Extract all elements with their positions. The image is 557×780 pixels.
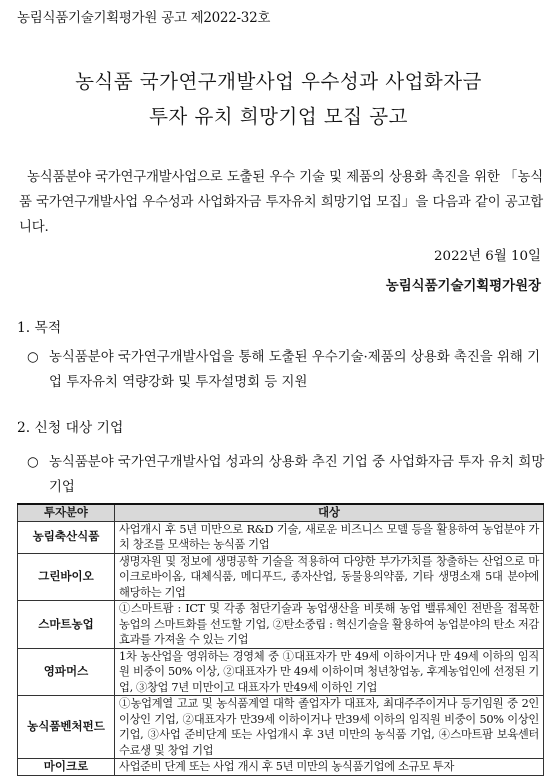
table-cell-target: 1차 농산업을 영위하는 경영체 중 ①대표자가 만 49세 이하이거나 만 49세 이하의 임직원 비중이 50% 이상, ②대표자가 만 49세 이하이며 청년창업농, 후계농업인에 선정된 기업, ③창업 7년 미만이고 대표자가 만49세 이하인 기업 bbox=[115, 648, 544, 696]
table-cell-field: 그린바이오 bbox=[18, 553, 115, 601]
title-line-2: 투자 유치 희망기업 모집 공고 bbox=[149, 105, 408, 128]
table-cell-target: 사업개시 후 5년 미만으로 R&D 기술, 새로운 비즈니스 모델 등을 활용하여 농업분야 가치 창조를 모색하는 농식품 기업 bbox=[115, 521, 544, 553]
table-cell-target: ①스마트팜 : ICT 및 각종 첨단기술과 농업생산을 비롯해 농업 밸류체인 전반을 접목한 농업의 스마트화를 선도할 기업, ②탄소중립 : 혁신기술을 활용하여 농업분야의 탄소 저감 효과를 가져올 수 있는 기업 bbox=[115, 601, 544, 649]
intro-paragraph: 농식품분야 국가연구개발사업으로 도출된 우수 기술 및 제품의 상용화 촉진을 위한 「농식품 국가연구개발사업 우수성과 사업화자금 투자유치 희망기업 모집」을 다음과 같이 공고합니다. bbox=[19, 170, 543, 235]
table-row bbox=[18, 696, 544, 759]
notice-number: 농림식품기술기획평가원 공고 제2022-32호 bbox=[17, 10, 271, 26]
section-eligibility-text: 농식품분야 국가연구개발사업 성과의 상용화 추진 기업 중 사업화자금 투자 유치 희망기업 bbox=[49, 455, 545, 495]
table-header-row bbox=[18, 504, 544, 521]
section-eligibility-bullet bbox=[27, 450, 547, 500]
table-row bbox=[18, 648, 544, 696]
section-purpose-text: 농식품분야 국가연구개발사업을 통해 도출된 우수기술·제품의 상용화 촉진을 위해 기업 투자유치 역량강화 및 투자설명회 등 지원 bbox=[49, 350, 541, 390]
table-cell-target: 사업준비 단계 또는 사업 개시 후 5년 미만의 농식품기업에 소규모 투자 bbox=[115, 759, 544, 776]
table-cell-field: 농식품벤처펀드 bbox=[18, 696, 115, 759]
table-row bbox=[18, 759, 544, 776]
bullet-mark: ○ bbox=[27, 455, 39, 470]
column-header-target: 대상 bbox=[115, 504, 544, 521]
table-cell-field: 스마트농업 bbox=[18, 601, 115, 649]
investment-field-table bbox=[17, 503, 544, 776]
notice-date: 2022년 6월 10일 bbox=[434, 249, 541, 264]
table-cell-field: 영파머스 bbox=[18, 648, 115, 696]
section-eligibility-heading: 2. 신청 대상 기업 bbox=[17, 420, 124, 436]
column-header-field: 투자분야 bbox=[18, 504, 115, 521]
section-purpose-bullet bbox=[27, 345, 547, 395]
table-row bbox=[18, 521, 544, 553]
table-row bbox=[18, 601, 544, 649]
issuer-name: 농림식품기술기획평가원장 bbox=[385, 278, 541, 294]
table-cell-target: ①농업계열 고교 및 농식품계열 대학 졸업자가 대표자, 최대주주이거나 등기임원 중 2인 이상인 기업, ②대표자가 만39세 이하이거나 만39세 이하의 임직원 비중이 50% 이상인 기업, ③사업 준비단계 또는 사업개시 후 3년 미만의 농식품 기업, ④스마트팜 보육센터 수료생 및 창업 기업 bbox=[115, 696, 544, 759]
section-purpose-heading: 1. 목적 bbox=[17, 320, 62, 336]
table-row bbox=[18, 553, 544, 601]
bullet-mark: ○ bbox=[27, 350, 39, 365]
table-cell-target: 생명자원 및 정보에 생명공학 기술을 적용하여 다양한 부가가치를 창출하는 산업으로 마이크로바이옴, 대체식품, 메디푸드, 종자산업, 동물용의약품, 기타 생명소재 5대 분야에 해당하는 기업 bbox=[115, 553, 544, 601]
table-cell-field: 마이크로 bbox=[18, 759, 115, 776]
table-cell-field: 농림축산식품 bbox=[18, 521, 115, 553]
title-line-1: 농식품 국가연구개발사업 우수성과 사업화자금 bbox=[75, 70, 482, 93]
